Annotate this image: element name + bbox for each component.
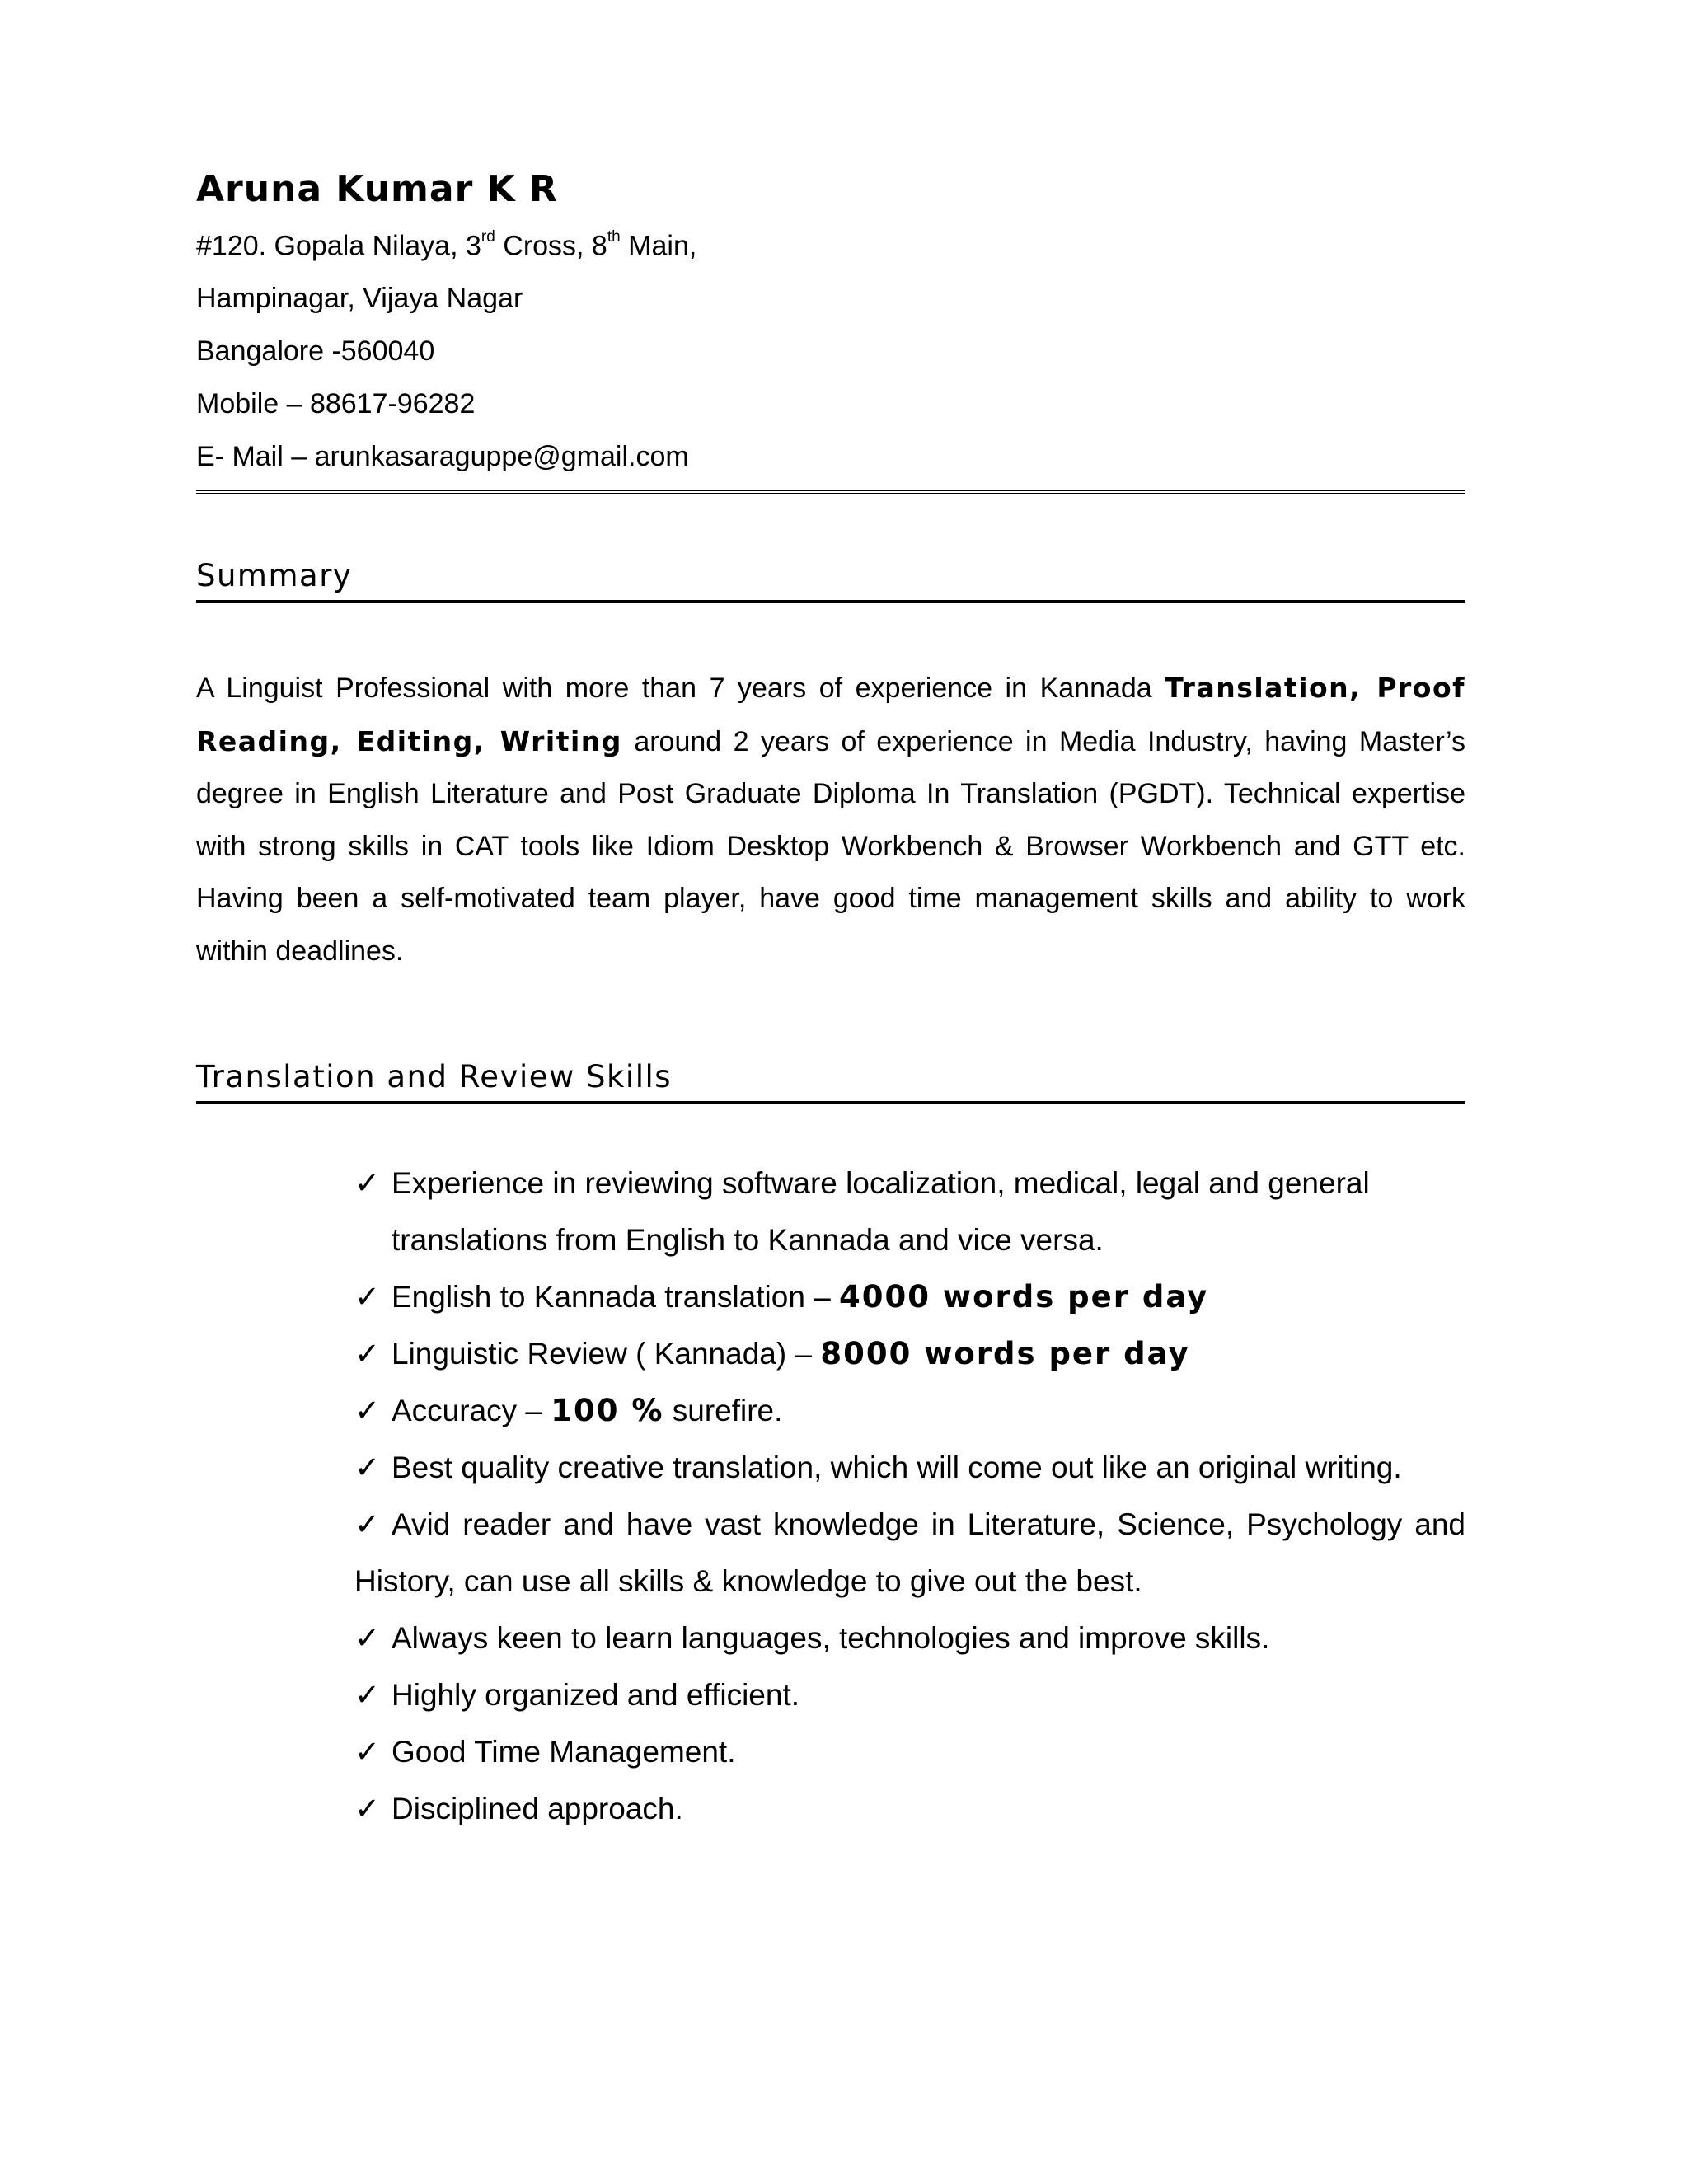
header-divider [196,490,1465,494]
checkmark-icon: ✓ [354,1166,381,1200]
skill-item: ✓ Avid reader and have vast knowledge in Literature, Science, Psychology and History, can use all skills & knowledge to give out the best. [354,1496,1465,1610]
skill-item: ✓ Accuracy – 100 % surefire. [354,1382,1465,1439]
skill-item: ✓ Linguistic Review ( Kannada) – 8000 words per day [354,1325,1465,1382]
checkmark-icon: ✓ [354,1451,381,1484]
mobile-number: Mobile – 88617-96282 [196,388,476,420]
checkmark-icon: ✓ [354,1792,381,1825]
checkmark-icon: ✓ [354,1621,381,1655]
checkmark-icon: ✓ [354,1507,381,1541]
skills-list [354,1155,1465,1837]
contact-header [196,165,1465,494]
skill-item: ✓ English to Kannada translation – 4000 words per day [354,1268,1465,1325]
email-address: E- Mail – arunkasaraguppe@gmail.com [196,441,689,473]
checkmark-icon: ✓ [354,1337,381,1371]
candidate-name: Aruna Kumar K R [196,168,558,210]
checkmark-icon: ✓ [354,1678,381,1712]
checkmark-icon: ✓ [354,1735,381,1769]
address-line-3: Bangalore -560040 [196,335,435,368]
checkmark-icon: ✓ [354,1280,381,1314]
address-line-2: Hampinagar, Vijaya Nagar [196,283,523,315]
skill-item: ✓ Best quality creative translation, which will come out like an original writing. [354,1439,1465,1496]
address-line-1: #120. Gopala Nilaya, 3rd Cross, 8th Main, [196,228,697,262]
skill-item: ✓ Disciplined approach. [354,1780,1465,1837]
checkmark-icon: ✓ [354,1394,381,1427]
skill-item: ✓ Experience in reviewing software localization, medical, legal and general translations from English to Kannada and vice versa. [354,1155,1465,1268]
skill-item: ✓ Highly organized and efficient. [354,1666,1465,1723]
skill-item: ✓ Good Time Management. [354,1723,1465,1780]
skill-item: ✓ Always keen to learn languages, technologies and improve skills. [354,1610,1465,1666]
summary-heading: Summary [196,555,1465,603]
summary-paragraph: A Linguist Professional with more than 7 years of experience in Kannada Translation, Proof Reading, Editing, Writing around 2 years of experience in Media Industry, having Master’s degree in English Literature and Post Graduate Diploma In Translation (PGDT). Technical expertise with strong skills in CAT tools like Idiom Desktop Workbench & Browser Workbench and GTT etc. Having been a self-motivated team player, have good time management skills and ability to work within deadlines. [196,672,1465,967]
skills-heading: Translation and Review Skills [196,1057,1465,1104]
